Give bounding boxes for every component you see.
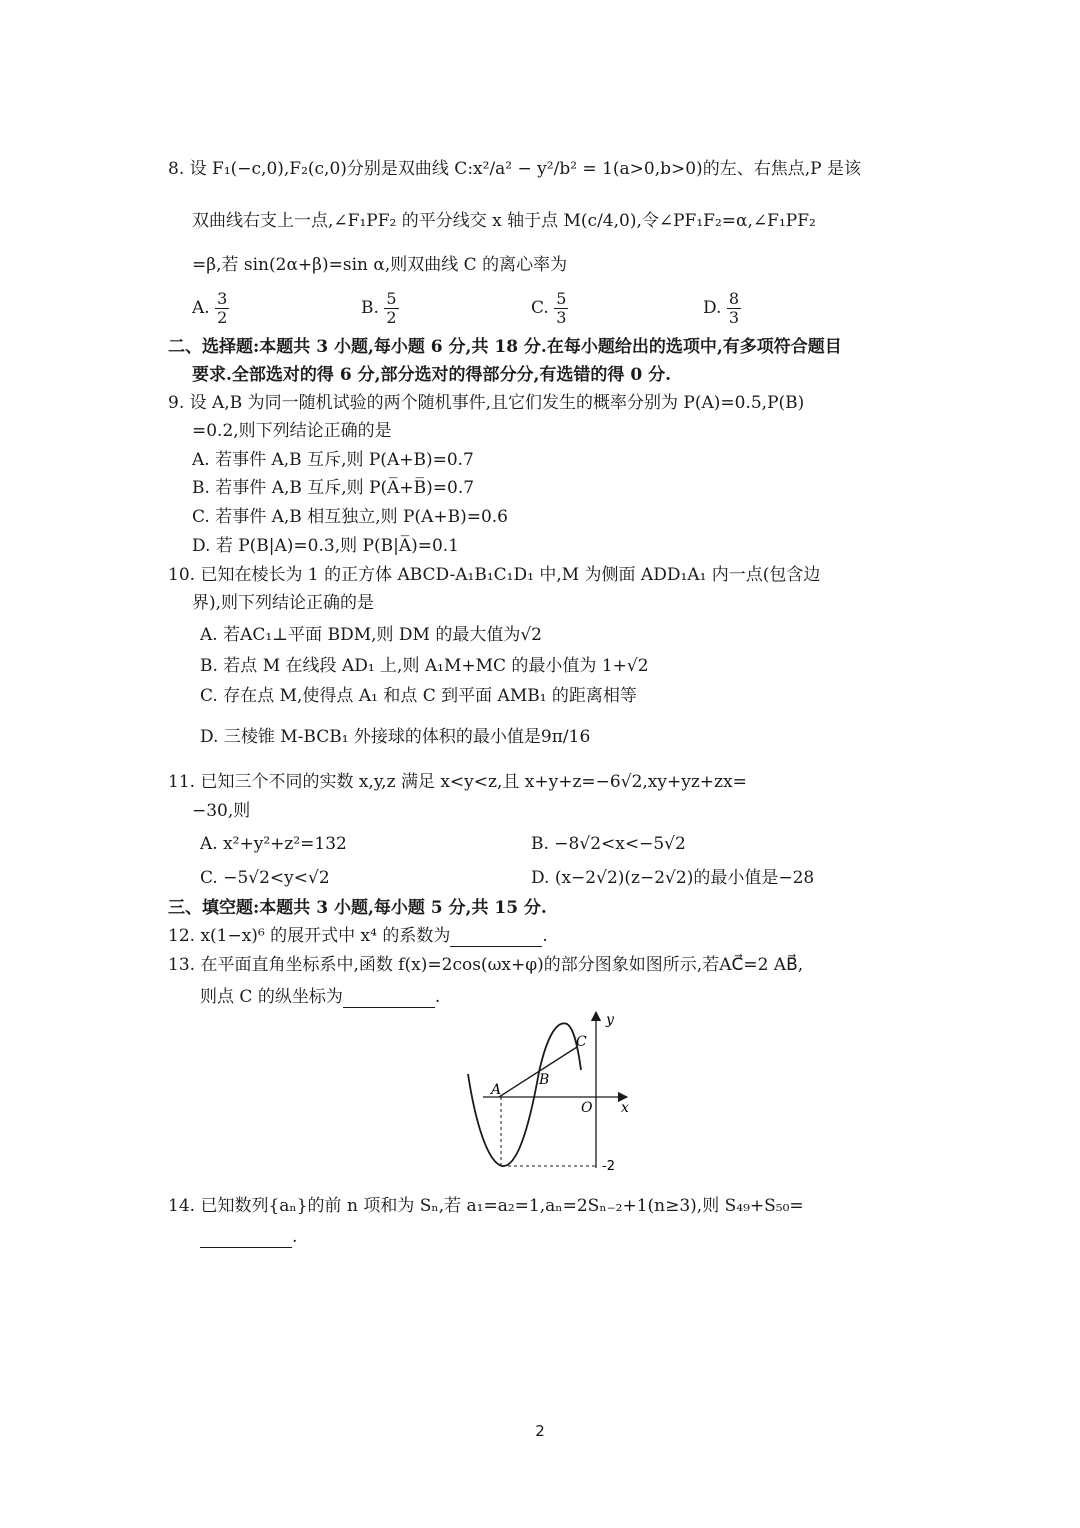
denominator: 3 (556, 308, 567, 327)
denominator: 3 (728, 308, 740, 327)
q9-option-c: C. 若事件 A,B 相互独立,则 P(A+B)=0.6 (192, 507, 508, 527)
numerator: 3 (217, 289, 228, 308)
label-y: y (606, 1012, 614, 1028)
q13-line2 (200, 986, 440, 1008)
denominator: 2 (217, 308, 228, 327)
q13-period: . (434, 987, 441, 1007)
q13-answer-blank (343, 991, 435, 1008)
section2-heading-line2: 要求.全部选对的得 6 分,部分选对的得部分分,有选错的得 0 分. (192, 365, 672, 385)
q11-option-c: C. −5√2<y<√2 (200, 868, 330, 888)
q8-option-a (192, 290, 229, 327)
section3-heading: 三、填空题:本题共 3 小题,每小题 5 分,共 15 分. (168, 898, 547, 918)
label-origin: O (581, 1100, 593, 1116)
q9-line2: =0.2,则下列结论正确的是 (192, 421, 392, 441)
fraction (554, 290, 568, 327)
q13-text: 则点 C 的纵坐标为 (200, 987, 343, 1007)
q12-period: . (542, 926, 548, 946)
page-number: 2 (535, 1422, 545, 1440)
q10-line1: 10. 已知在棱长为 1 的正方体 ABCD-A₁B₁C₁D₁ 中,M 为侧面 ADD₁A₁ 内一点(包含边 (168, 565, 821, 585)
q11-option-b: B. −8√2<x<−5√2 (531, 834, 686, 854)
numerator: 8 (728, 289, 740, 308)
q9-line1: 9. 设 A,B 为同一随机试验的两个随机事件,且它们发生的概率分别为 P(A)=0.5,P(B) (168, 393, 805, 413)
label-x: x (621, 1100, 629, 1116)
q14-line2 (200, 1226, 297, 1248)
q9-option-d: D. 若 P(B|A)=0.3,则 P(B|A̅)=0.1 (192, 536, 460, 556)
numerator: 5 (556, 289, 567, 308)
fraction (727, 290, 741, 327)
q11-line2: −30,则 (192, 801, 251, 821)
q8-options (0, 282, 1080, 327)
q8-line3: =β,若 sin(2α+β)=sin α,则双曲线 C 的离心率为 (192, 255, 568, 275)
q8-line1: 8. 设 F₁(−c,0),F₂(c,0)分别是双曲线 C:x²/a² − y²/b² = 1(a>0,b>0)的左、右焦点,P 是该 (168, 159, 861, 179)
q9-option-a: A. 若事件 A,B 互斥,则 P(A+B)=0.7 (192, 450, 474, 470)
option-label: B. (361, 298, 379, 318)
q13-function-graph (455, 1010, 645, 1180)
q12-line (168, 925, 548, 947)
q11-option-a: A. x²+y²+z²=132 (200, 834, 347, 854)
cosine-curve (468, 1023, 581, 1166)
label-a: A (491, 1082, 502, 1098)
option-label: D. (703, 298, 722, 318)
q12-text: 12. x(1−x)⁶ 的展开式中 x⁴ 的系数为 (168, 926, 451, 946)
q13-line1: 13. 在平面直角坐标系中,函数 f(x)=2cos(ωx+φ)的部分图象如图所示,若AC⃗=2 AB⃗, (168, 955, 804, 975)
q8-option-d (703, 290, 741, 327)
section2-heading-line1: 二、选择题:本题共 3 小题,每小题 6 分,共 18 分.在每小题给出的选项中,有多项符合题目 (168, 337, 842, 357)
label-minus-two: -2 (602, 1159, 615, 1174)
q14-line1: 14. 已知数列{aₙ}的前 n 项和为 Sₙ,若 a₁=a₂=1,aₙ=2Sₙ₋₂+1(n≥3),则 S₄₉+S₅₀= (168, 1196, 804, 1216)
q10-option-c: C. 存在点 M,使得点 A₁ 和点 C 到平面 AMB₁ 的距离相等 (200, 686, 637, 706)
q8-line2: 双曲线右支上一点,∠F₁PF₂ 的平分线交 x 轴于点 M(c/4,0),令∠PF₁F₂=α,∠F₁PF₂ (192, 211, 816, 231)
denominator: 2 (386, 308, 397, 327)
label-b: B (539, 1072, 550, 1088)
label-c: C (576, 1034, 587, 1050)
fraction (384, 290, 398, 327)
q8-option-c (531, 290, 568, 327)
q11-option-d: D. (x−2√2)(z−2√2)的最小值是−28 (531, 868, 815, 888)
q14-period: . (292, 1227, 298, 1247)
line-ac (499, 1047, 577, 1097)
q12-answer-blank (450, 930, 542, 947)
q10-option-b: B. 若点 M 在线段 AD₁ 上,则 A₁M+MC 的最小值为 1+√2 (200, 656, 649, 676)
q11-line1: 11. 已知三个不同的实数 x,y,z 满足 x<y<z,且 x+y+z=−6√2,xy+yz+zx= (168, 772, 747, 792)
q8-option-b (361, 290, 399, 327)
q14-answer-blank (200, 1231, 292, 1248)
q10-option-d: D. 三棱锥 M-BCB₁ 外接球的体积的最小值是9π/16 (200, 727, 591, 747)
option-label: C. (531, 298, 549, 318)
fraction (215, 290, 229, 327)
q10-line2: 界),则下列结论正确的是 (192, 593, 375, 613)
q10-option-a: A. 若AC₁⊥平面 BDM,则 DM 的最大值为√2 (200, 625, 543, 645)
option-label: A. (192, 298, 210, 318)
q9-option-b: B. 若事件 A,B 互斥,则 P(A̅+B̅)=0.7 (192, 478, 475, 498)
numerator: 5 (386, 289, 397, 308)
